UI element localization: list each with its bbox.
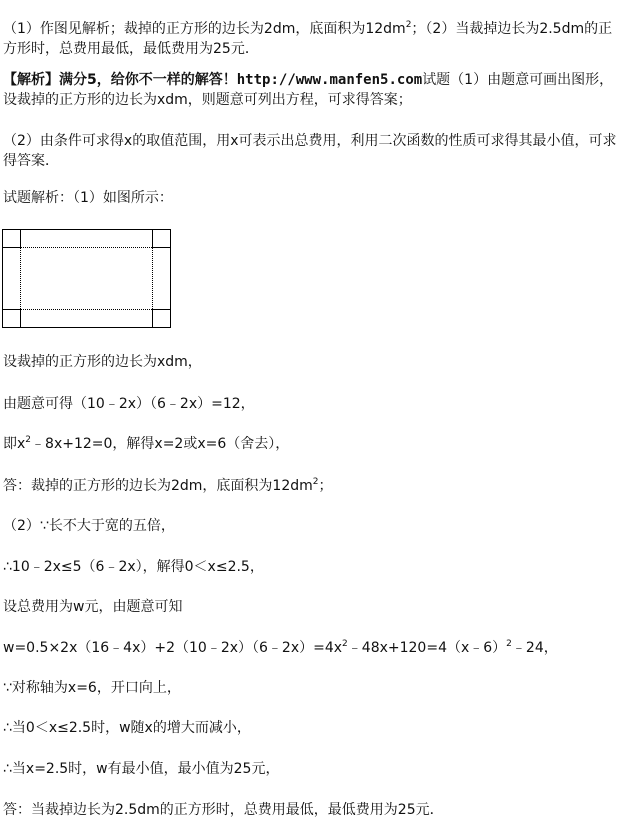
solution-line-8c: ﹣24， <box>511 640 558 656</box>
analysis-paragraph-2 <box>3 131 625 171</box>
solution-line-8-sup1: 2 <box>342 639 348 649</box>
cut-square-top-right <box>152 229 171 248</box>
solution-line-1: 设裁掉的正方形的边长为xdm， <box>3 354 202 370</box>
cut-square-top-left <box>2 229 21 248</box>
solution-line-8b: ﹣48x+120=4（x﹣6） <box>347 640 507 656</box>
summary-sup: 2 <box>405 20 412 30</box>
solution-line-9: ∵对称轴为x=6，开口向上， <box>3 680 181 696</box>
summary-part2: ；（2）当裁掉边长为2.5dm的正方形时，总费用最低，最低费用为25元． <box>3 21 613 57</box>
solution-line-6: ∴10﹣2x≤5（6﹣2x），解得0＜x≤2.5， <box>3 559 264 575</box>
summary-part1: （1）作图见解析；裁掉的正方形的边长为2dm，底面积为12dm <box>3 21 406 37</box>
solution-line-11: ∴当x=2.5时，w有最小值，最小值为25元， <box>3 761 280 777</box>
solution-line-3 <box>3 434 625 454</box>
solution-line-4 <box>3 476 625 496</box>
solution-line-12: 答：当裁掉边长为2.5dm的正方形时，总费用最低，最低费用为25元． <box>3 802 444 818</box>
box-net-figure <box>2 229 171 328</box>
cut-square-bottom-right <box>152 309 171 328</box>
solution-line-8a: w=0.5×2x（16﹣4x）+2（10﹣2x）（6﹣2x）=4x <box>3 640 343 656</box>
cut-square-bottom-left <box>2 309 21 328</box>
solution-line-3b: ﹣8x+12=0，解得x=2或x=6（舍去）， <box>31 436 290 452</box>
solution-line-3a: 即x <box>3 436 26 452</box>
solution-line-4-sup: 2 <box>312 477 319 487</box>
solution-heading: 试题解析：（1）如图所示： <box>3 190 173 206</box>
solution-line-8 <box>3 638 625 658</box>
solution-line-2: 由题意可得（10﹣2x）（6﹣2x）=12， <box>3 396 255 412</box>
solution-line-4a: 答：裁掉的正方形的边长为2dm，底面积为12dm <box>3 478 313 494</box>
fold-line-left <box>20 248 21 309</box>
solution-line-10: ∴当0＜x≤2.5时，w随x的增大而减小， <box>3 720 251 736</box>
fold-line-bottom <box>21 309 152 310</box>
analysis-url-link[interactable]: http://www.manfen5.com <box>236 72 423 88</box>
analysis-paragraph <box>3 70 625 110</box>
fold-line-right <box>152 248 153 309</box>
solution-line-4b: ； <box>318 478 333 494</box>
solution-line-7: 设总费用为w元，由题意可知 <box>3 599 183 615</box>
solution-line-8-sup2: 2 <box>506 639 512 649</box>
analysis-text1: 试题（1）由题意可画出图形，设裁掉的正方形的边长为xdm，则题意可列出方程，可求得答案； <box>3 72 614 108</box>
summary-paragraph <box>3 19 625 59</box>
solution-line-5: （2）∵长不大于宽的五倍， <box>3 518 175 534</box>
analysis-text2: （2）由条件可求得x的取值范围，用x可表示出总费用，利用二次函数的性质可求得其最小值，可求得答案． <box>3 133 617 169</box>
fold-line-top <box>21 247 152 248</box>
solution-line-3-sup: 2 <box>25 435 32 445</box>
analysis-tag: 【解析】满分5，给你不一样的解答！ <box>3 72 237 88</box>
